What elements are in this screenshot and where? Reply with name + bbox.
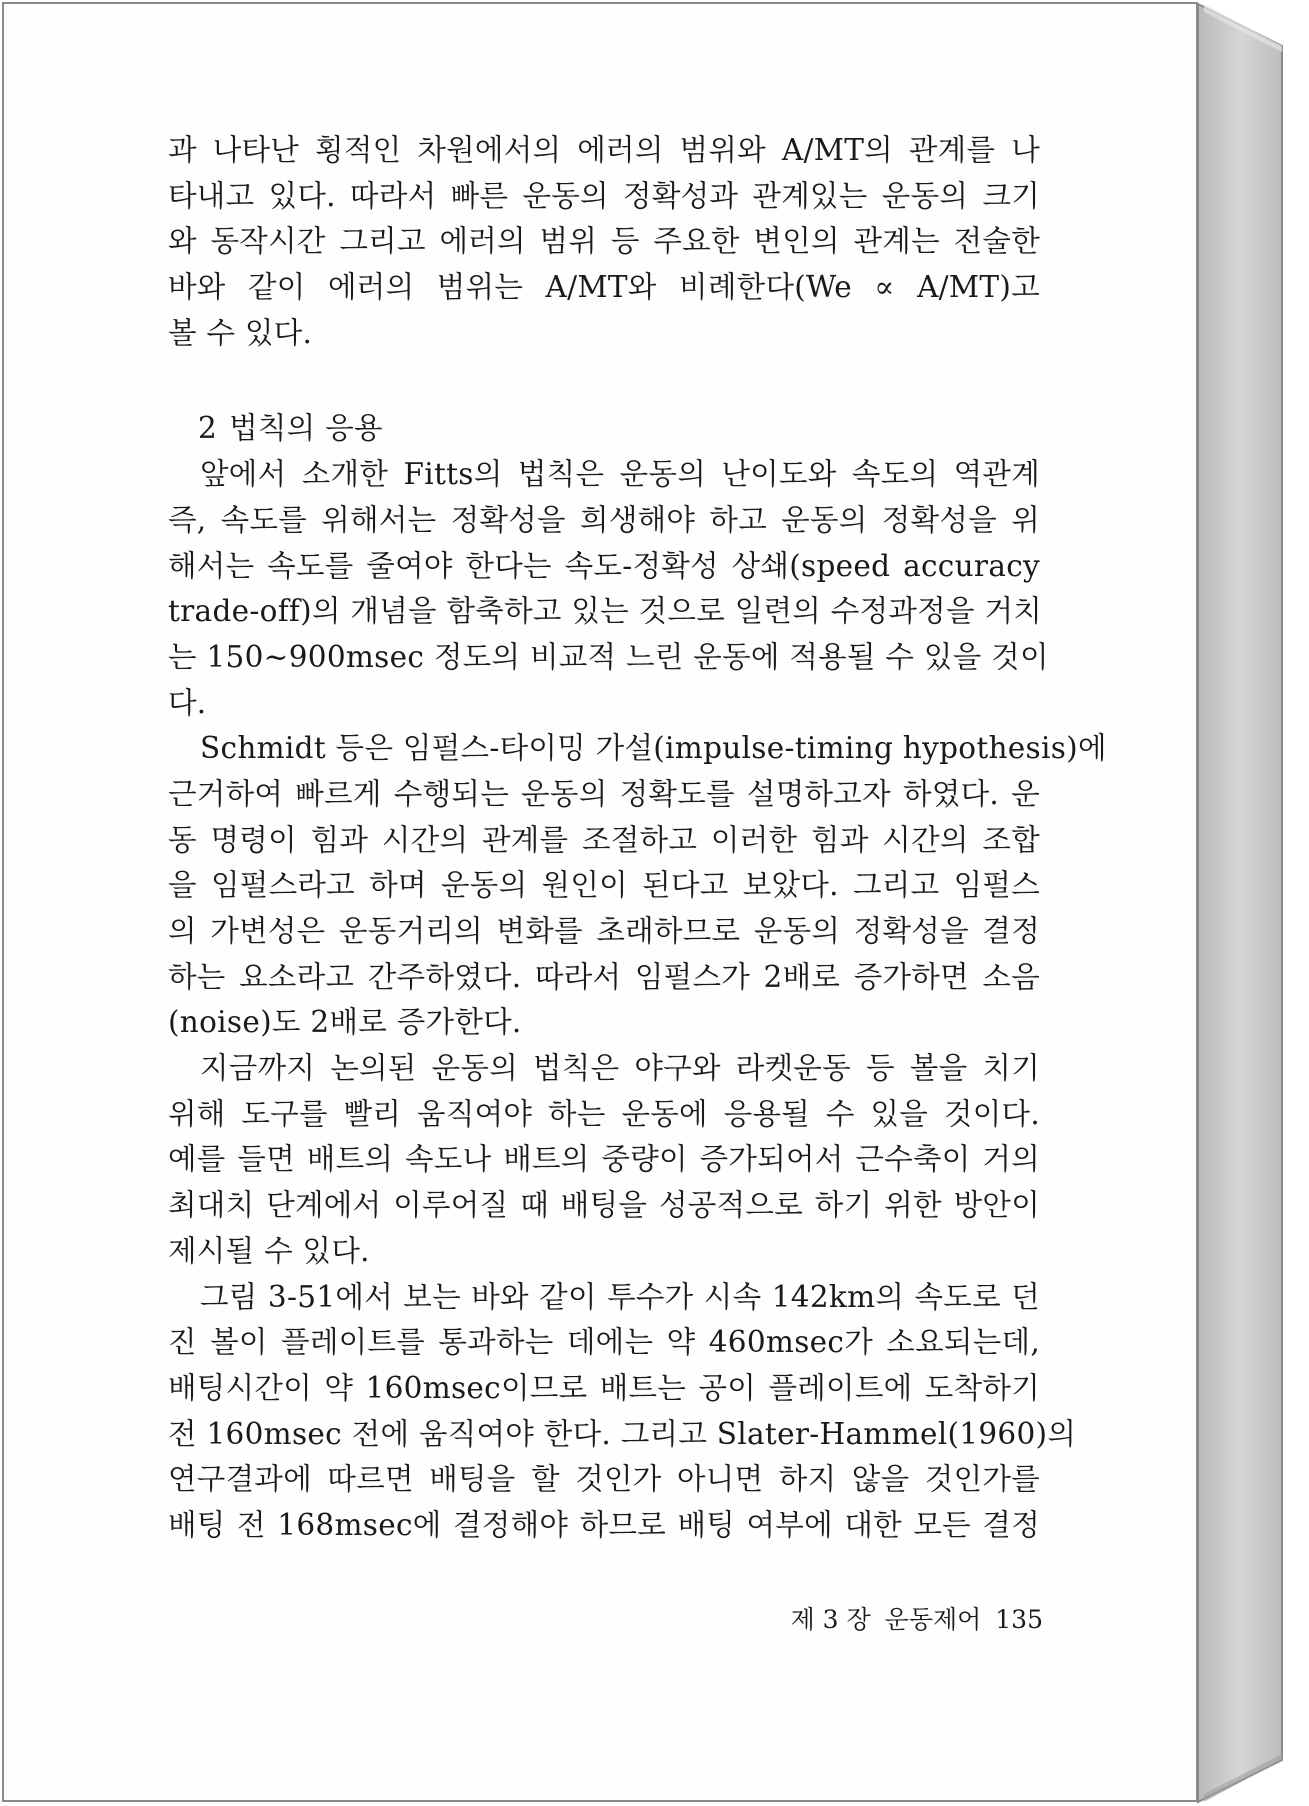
text-line: 는 150~900msec 정도의 비교적 느린 운동에 적용될 수 있을 것이 (168, 639, 1049, 674)
footer-chapter: 제 3 장 (790, 1605, 871, 1634)
page-number: 135 (995, 1605, 1043, 1634)
text-line: (noise)도 2배로 증가한다. (168, 1005, 522, 1040)
text-line: 즉, 속도를 위해서는 정확성을 희생해야 하고 운동의 정확성을 위 (168, 502, 1040, 537)
text-line: Schmidt 등은 임펄스-타이밍 가설(impulse-timing hypothesis)에 (200, 731, 1107, 766)
text-line: 해서는 속도를 줄여야 한다는 속도-정확성 상쇄(speed accuracy (168, 548, 1040, 583)
paragraph-sports (168, 1046, 1040, 1274)
text-line: 근거하여 빠르게 수행되는 운동의 정확도를 설명하고자 하였다. 운 (168, 776, 1040, 811)
text-line: 을 임펄스라고 하며 운동의 원인이 된다고 보았다. 그리고 임펄스 (168, 868, 1040, 903)
paragraph-fitts (168, 452, 1049, 726)
text-line: 진 볼이 플레이트를 통과하는 데에는 약 460msec가 소요되는데, (168, 1325, 1040, 1360)
paragraph-schmidt (168, 726, 1107, 1046)
body-text (168, 128, 1107, 1549)
paragraph-batting (168, 1275, 1077, 1549)
text-line: 동 명령이 힘과 시간의 관계를 조절하고 이러한 힘과 시간의 조합 (168, 822, 1040, 857)
text-line: 예를 들면 배트의 속도나 배트의 중량이 증가되어서 근수축이 거의 (168, 1142, 1040, 1177)
text-line: 앞에서 소개한 Fitts의 법칙은 운동의 난이도와 속도의 역관계 (200, 457, 1040, 492)
text-line: 배팅시간이 약 160msec이므로 배트는 공이 플레이트에 도착하기 (168, 1370, 1040, 1405)
footer-chapter-title: 운동제어 (884, 1605, 982, 1634)
text-line: 와 동작시간 그리고 에러의 범위 등 주요한 변인의 관계는 전술한 (168, 224, 1040, 259)
section-heading (168, 406, 1040, 452)
text-line: 최대치 단계에서 이루어질 때 배팅을 성공적으로 하기 위한 방안이 (168, 1188, 1040, 1223)
section-number: 2 (198, 411, 218, 446)
text-line: 그림 3-51에서 보는 바와 같이 투수가 시속 142km의 속도로 던 (200, 1279, 1040, 1314)
text-line: 하는 요소라고 간주하였다. 따라서 임펄스가 2배로 증가하면 소음 (168, 959, 1040, 994)
text-line: 위해 도구를 빨리 움직여야 하는 운동에 응용될 수 있을 것이다. (168, 1096, 1040, 1131)
text-line: trade-off)의 개념을 함축하고 있는 것으로 일련의 수정과정을 거치 (168, 594, 1043, 629)
text-line: 타내고 있다. 따라서 빠른 운동의 정확성과 관계있는 운동의 크기 (168, 178, 1040, 213)
text-line: 제시될 수 있다. (168, 1233, 370, 1268)
text-line: 전 160msec 전에 움직여야 한다. 그리고 Slater-Hammel(1960)의 (168, 1416, 1077, 1451)
section-title: 법칙의 응용 (229, 411, 383, 446)
section-gap (168, 356, 1040, 406)
text-line: 의 가변성은 운동거리의 변화를 초래하므로 운동의 정확성을 결정 (168, 914, 1040, 948)
text-line: 연구결과에 따르면 배팅을 할 것인가 아니면 하지 않을 것인가를 (168, 1462, 1040, 1497)
text-line: 다. (168, 685, 207, 720)
text-line: 볼 수 있다. (168, 315, 313, 350)
paragraph-intro (168, 128, 1040, 356)
text-line: 바와 같이 에러의 범위는 A/MT와 비례한다(We ∝ A/MT)고 (168, 270, 1040, 305)
running-footer (775, 1600, 1043, 1640)
text-line: 지금까지 논의된 운동의 법칙은 야구와 라켓운동 등 볼을 치기 (200, 1051, 1040, 1086)
text-line: 배팅 전 168msec에 결정해야 하므로 배팅 여부에 대한 모든 결정 (168, 1507, 1040, 1542)
text-line: 과 나타난 횡적인 차원에서의 에러의 범위와 A/MT의 관계를 나 (168, 133, 1040, 167)
